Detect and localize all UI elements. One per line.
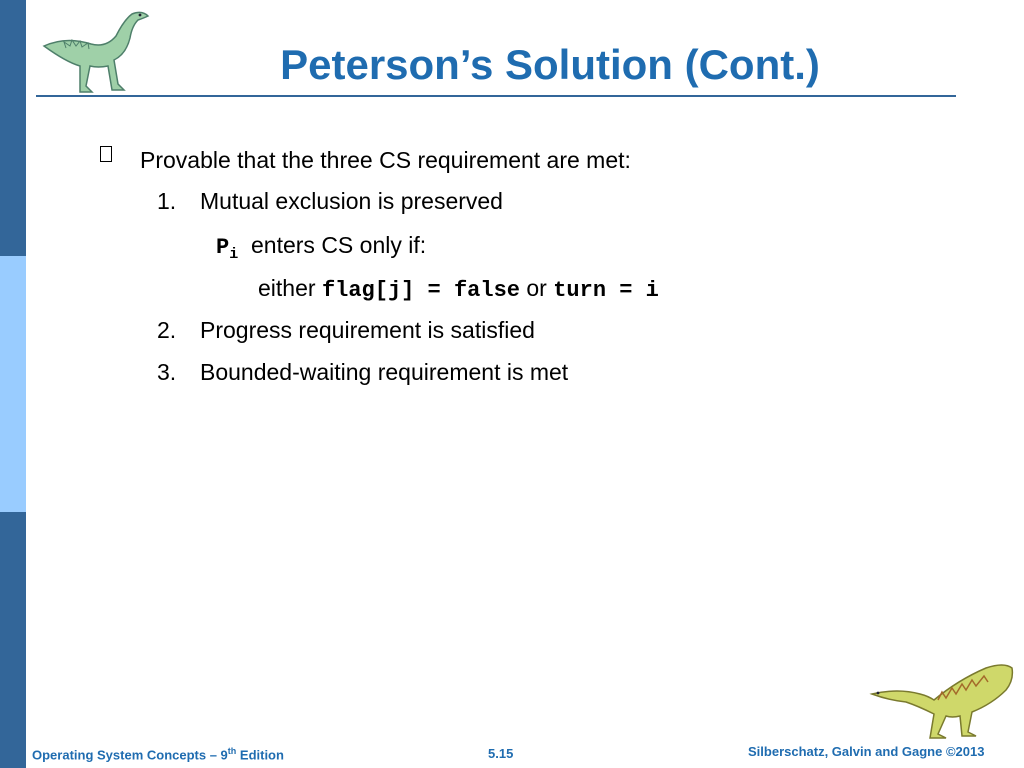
condition-expression (258, 273, 659, 306)
list-item-text: Progress requirement is satisfied (200, 317, 535, 343)
dinosaur-footer-icon (868, 660, 1018, 740)
process-condition (216, 230, 426, 270)
list-item-number: 2. (157, 317, 177, 343)
enters-text: enters CS only if: (251, 232, 427, 258)
slide-title: Peterson’s Solution (Cont.) (280, 41, 820, 88)
list-item-text: Mutual exclusion is preserved (200, 188, 503, 214)
either-text: either (258, 275, 316, 301)
code-turn: turn = i (553, 278, 659, 303)
footer-copyright: Silberschatz, Galvin and Gagne ©2013 (748, 744, 985, 759)
process-subscript: i (229, 246, 239, 263)
list-item-number: 3. (157, 359, 177, 385)
footer-page-number: 5.15 (488, 746, 514, 761)
code-flag: flag[j] = false (321, 278, 520, 303)
bullet-text: Provable that the three CS requirement are met: (140, 147, 631, 173)
list-item-number: 1. (157, 188, 177, 214)
bullet-icon (100, 146, 112, 162)
process-name: P (216, 235, 230, 260)
footer-book-title: Operating System Concepts – 9th Edition (32, 746, 284, 763)
list-item-text: Bounded-waiting requirement is met (200, 359, 569, 385)
or-text: or (526, 275, 547, 301)
